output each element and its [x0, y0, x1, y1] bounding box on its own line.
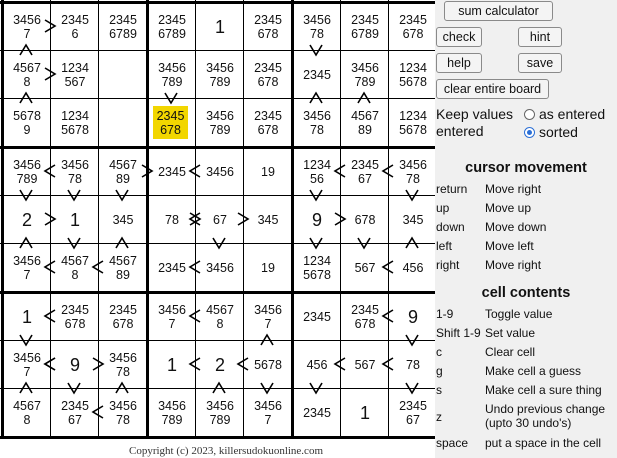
cell-value: 3456 789: [13, 158, 41, 186]
cell-value: 4567 89: [109, 158, 137, 186]
cell-value: 3456 78: [61, 158, 89, 186]
down-arrow-sign: [310, 190, 322, 200]
cell-value: 2345 67: [61, 399, 89, 427]
help-button[interactable]: help: [436, 53, 482, 73]
down-arrow-sign: [116, 190, 128, 200]
less-than-sign: [45, 261, 55, 273]
as-entered-radio[interactable]: [524, 109, 535, 120]
shortcut-description: Move down: [485, 220, 547, 234]
less-than-sign: [383, 165, 393, 177]
shortcut-description: Move right: [485, 258, 542, 272]
less-than-sign: [190, 358, 200, 370]
cell-value: 2345 6: [61, 13, 89, 41]
cell-value: 3456 789: [206, 109, 234, 137]
shortcut-description: Move right: [485, 182, 542, 196]
cell-value: 3456 789: [206, 61, 234, 89]
shortcut-description: Toggle value: [485, 307, 553, 321]
cell-value: 2345 6789: [109, 13, 137, 41]
less-than-sign: [335, 358, 345, 370]
sorted-radio[interactable]: [524, 127, 535, 138]
hint-button[interactable]: hint: [518, 27, 562, 47]
shortcut-key: Shift 1-9: [436, 326, 481, 340]
down-arrow-sign: [406, 335, 418, 345]
cell-value: 5678 9: [13, 109, 41, 137]
shortcut-key: right: [436, 258, 460, 272]
up-arrow-sign: [116, 383, 128, 393]
cell-value: 1: [214, 16, 225, 37]
cell-value: 3456: [206, 261, 234, 275]
less-than-sign: [238, 358, 248, 370]
sorted-label[interactable]: sorted: [539, 124, 578, 140]
down-arrow-sign: [358, 238, 370, 248]
shortcut-key: s: [436, 383, 442, 397]
cell-value: 2345: [303, 68, 331, 82]
cell-value: 67: [213, 213, 227, 227]
less-than-sign: [93, 406, 103, 418]
greater-than-sign: [45, 20, 55, 32]
check-button[interactable]: check: [436, 27, 482, 47]
down-arrow-sign: [213, 238, 225, 248]
less-than-sign: [45, 310, 55, 322]
up-arrow-sign: [20, 45, 32, 55]
down-arrow-sign: [310, 238, 322, 248]
shortcut-description: Clear cell: [485, 345, 536, 359]
up-arrow-sign: [261, 335, 273, 345]
cell-value: 345: [257, 213, 279, 227]
shortcut-description: put a space in the cell: [485, 436, 602, 450]
cell-value: 2345: [158, 261, 186, 275]
shortcut-key: space: [436, 436, 469, 450]
up-arrow-sign: [406, 238, 418, 248]
cell-value: 2345 678: [254, 109, 282, 137]
cell-value: 2345 678: [254, 13, 282, 41]
greater-than-sign: [45, 68, 55, 80]
cell-value: 3456 7: [254, 399, 282, 427]
cell-value: 1234 5678: [399, 109, 427, 137]
up-arrow-sign: [358, 93, 370, 103]
shortcut-description: Make cell a guess: [485, 364, 582, 378]
cell-value: 2345: [303, 310, 331, 324]
cell-value: 3456 7: [13, 13, 41, 41]
cell-value: 4567 8: [13, 399, 41, 427]
cell-value: 1: [69, 209, 80, 230]
cell-value: 2: [214, 354, 225, 375]
cell-value: 3456 7: [158, 303, 186, 331]
cell-value: 9: [407, 306, 418, 327]
cell-value: 4567 89: [351, 109, 379, 137]
less-than-sign: [383, 310, 393, 322]
cell-value: 19: [261, 261, 275, 275]
cell-value: 2345 678: [61, 303, 89, 331]
up-arrow-sign: [20, 238, 32, 248]
cell-value: 1: [166, 354, 177, 375]
down-arrow-sign: [261, 383, 273, 393]
control-panel: [435, 0, 617, 458]
cell-value: 2345 678: [399, 13, 427, 41]
cell-value: 3456 78: [399, 158, 427, 186]
cell-value: 2345 678: [254, 61, 282, 89]
cell-value: 78: [165, 213, 179, 227]
down-arrow-sign: [68, 190, 80, 200]
less-than-sign: [190, 310, 200, 322]
cell-value: 678: [354, 213, 376, 227]
cell-value: 2345 678: [156, 108, 185, 137]
cell-value: 1234 5678: [399, 61, 427, 89]
cell-value: 2345 678: [109, 303, 137, 331]
cell-value: 1234 5678: [61, 109, 89, 137]
shortcut-key: up: [436, 201, 450, 215]
cell-value: 3456 7: [254, 303, 282, 331]
less-than-sign: [93, 261, 103, 273]
cell-value: 3456 78: [109, 351, 137, 379]
cell-value: 4567 8: [206, 303, 234, 331]
cell-contents-heading: cell contents: [481, 285, 571, 301]
shortcut-description: Undo previous change (upto 30 undo's): [485, 402, 606, 430]
cell-value: 9: [311, 209, 322, 230]
save-button[interactable]: save: [518, 53, 562, 73]
cell-value: 2345 678: [351, 303, 379, 331]
clear-entire-board-button[interactable]: clear entire board: [436, 79, 549, 99]
cell-value: 3456 789: [158, 399, 186, 427]
cell-value: 345: [402, 213, 424, 227]
shortcut-key: 1-9: [436, 307, 454, 321]
cell-value: 345: [112, 213, 134, 227]
up-arrow-sign: [116, 238, 128, 248]
cell-value: 1234 567: [61, 61, 89, 89]
cell-value: 3456 7: [13, 351, 41, 379]
cell-value: 1: [21, 306, 32, 327]
shortcut-key: z: [436, 410, 442, 424]
cell-value: 567: [354, 358, 376, 372]
as-entered-label[interactable]: as entered: [539, 106, 606, 122]
cell-value: 3456 78: [303, 109, 331, 137]
shortcut-description: Set value: [485, 326, 536, 340]
shortcut-description: Move up: [485, 201, 532, 215]
down-arrow-sign: [406, 190, 418, 200]
shortcut-description: Make cell a sure thing: [485, 383, 602, 397]
less-than-sign: [45, 358, 55, 370]
keep-values-label: Keep values entered: [436, 106, 514, 139]
less-than-sign: [335, 165, 345, 177]
cell-value: 9: [69, 354, 80, 375]
shortcut-key: c: [436, 345, 442, 359]
cell-value: 5678: [254, 358, 282, 372]
less-than-sign: [383, 261, 393, 273]
greater-than-sign: [142, 165, 152, 177]
down-arrow-sign: [165, 93, 177, 103]
down-arrow-sign: [310, 383, 322, 393]
cell-value: 4567 89: [109, 254, 137, 282]
cell-value: 2345: [158, 165, 186, 179]
cell-value: 19: [261, 165, 275, 179]
shortcut-description: Move left: [485, 239, 534, 253]
greater-than-sign: [93, 358, 103, 370]
greater-than-sign: [45, 213, 55, 225]
cell-value: 2345 6789: [158, 13, 186, 41]
less-than-sign: [383, 358, 393, 370]
shortcut-key: g: [436, 364, 443, 378]
cell-value: 2345 6789: [351, 13, 379, 41]
cell-value: 3456: [206, 165, 234, 179]
cell-value: 4567 8: [13, 61, 41, 89]
up-arrow-sign: [213, 383, 225, 393]
cell-value: 567: [354, 261, 376, 275]
sum-calculator-button[interactable]: sum calculator: [444, 1, 553, 21]
shortcut-key: return: [436, 182, 468, 196]
shortcut-key: left: [436, 239, 453, 253]
down-arrow-sign: [406, 383, 418, 393]
cell-value: 456: [306, 358, 328, 372]
cell-value: 456: [402, 261, 424, 275]
cell-value: 2: [21, 209, 32, 230]
cursor-movement-heading: cursor movement: [465, 160, 587, 176]
cell-value: 1234 5678: [303, 254, 331, 282]
up-arrow-sign: [20, 383, 32, 393]
cell-value: 3456 78: [109, 399, 137, 427]
down-arrow-sign: [20, 335, 32, 345]
cell-value: 2345 67: [399, 399, 427, 427]
cell-value: 78: [406, 358, 420, 372]
cell-value: 1234 56: [303, 158, 331, 186]
down-arrow-sign: [20, 190, 32, 200]
cell-value: 3456 789: [206, 399, 234, 427]
less-than-sign: [45, 165, 55, 177]
greater-than-sign: [238, 213, 248, 225]
cell-value: 2345: [303, 406, 331, 420]
cell-value: 3456 78: [303, 13, 331, 41]
copyright-text: Copyright (c) 2023, killersudokuonline.com: [129, 445, 323, 457]
down-arrow-sign: [310, 45, 322, 55]
cell-value: 3456 789: [351, 61, 379, 89]
less-than-sign: [190, 261, 200, 273]
up-arrow-sign: [20, 93, 32, 103]
greater-than-sign: [335, 213, 345, 225]
shortcut-key: down: [436, 220, 465, 234]
up-arrow-sign: [310, 93, 322, 103]
cell-value: 4567 8: [61, 254, 89, 282]
cell-value: 3456 7: [13, 254, 41, 282]
cell-value: 1: [359, 402, 370, 423]
less-than-sign: [190, 165, 200, 177]
cell-value: 3456 789: [158, 61, 186, 89]
down-arrow-sign: [68, 238, 80, 248]
down-arrow-sign: [68, 383, 80, 393]
cell-value: 2345 67: [351, 158, 379, 186]
